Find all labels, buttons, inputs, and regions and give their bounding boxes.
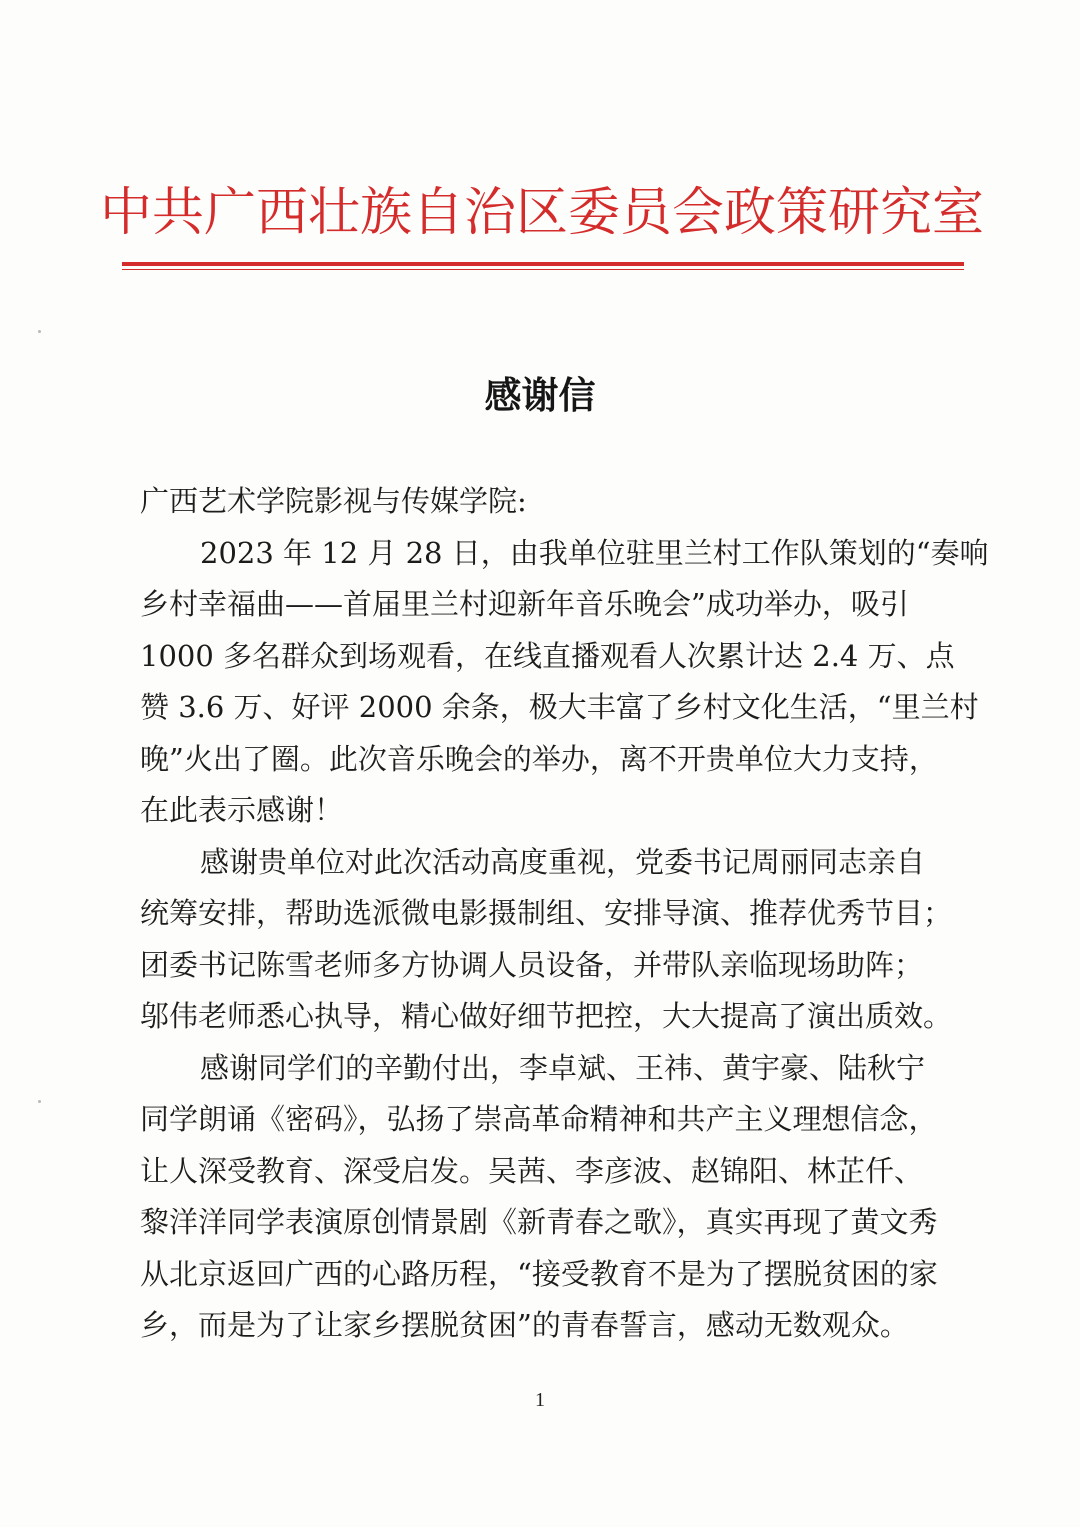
body-line: 同学朗诵《密码》，弘扬了崇高革命精神和共产主义理想信念， — [140, 1102, 938, 1136]
body-line: 从北京返回广西的心路历程，“接受教育不是为了摆脱贫困的家 — [140, 1256, 938, 1291]
scan-speck — [38, 1100, 41, 1103]
body-line: 让人深受教育、深受启发。吴茜、李彦波、赵锦阳、林芷仟、 — [140, 1153, 924, 1188]
body-line: 乡，而是为了让家乡摆脱贫困”的青春誓言，感动无数观众。 — [140, 1308, 909, 1342]
body-line: 乡村幸福曲——首届里兰村迎新年音乐晚会”成功举办，吸引 — [140, 587, 909, 621]
body-line: 团委书记陈雪老师多方协调人员设备，并带队亲临现场助阵； — [140, 947, 924, 982]
letterhead-org-name: 中共广西壮族自治区委员会政策研究室 — [100, 183, 985, 243]
body-line: 晚”火出了圈。此次音乐晚会的举办，离不开贵单位大力支持， — [140, 741, 938, 776]
body-line: 赞 3.6 万、好评 2000 余条，极大丰富了乡村文化生活，“里兰村 — [140, 690, 979, 724]
body-line: 统筹安排，帮助选派微电影摄制组、安排导演、推荐优秀节目； — [140, 896, 953, 930]
body-line: 2023 年 12 月 28 日，由我单位驻里兰村工作队策划的“奏响 — [200, 535, 989, 570]
body-line: 邬伟老师悉心执导，精心做好细节把控，大大提高了演出质效。 — [140, 999, 953, 1033]
body-line: 感谢同学们的辛勤付出，李卓斌、王祎、黄宇豪、陆秋宁 — [200, 1050, 926, 1085]
document-title: 感谢信 — [484, 374, 596, 417]
body-line: 感谢贵单位对此次活动高度重视，党委书记周丽同志亲自 — [200, 844, 926, 879]
body-line: 黎洋洋同学表演原创情景剧《新青春之歌》，真实再现了黄文秀 — [140, 1205, 938, 1239]
page-number: 1 — [535, 1389, 545, 1411]
body-line: 在此表示感谢！ — [140, 793, 344, 827]
body-line: 1000 多名群众到场观看，在线直播观看人次累计达 2.4 万、点 — [140, 638, 955, 673]
letterhead-red-rule — [122, 262, 964, 266]
salutation: 广西艺术学院影视与传媒学院: — [140, 484, 527, 518]
letter-body — [140, 476, 989, 1352]
letterhead-red-rule-thin — [122, 269, 964, 270]
body-lines — [140, 528, 989, 1352]
scan-speck — [38, 330, 41, 333]
